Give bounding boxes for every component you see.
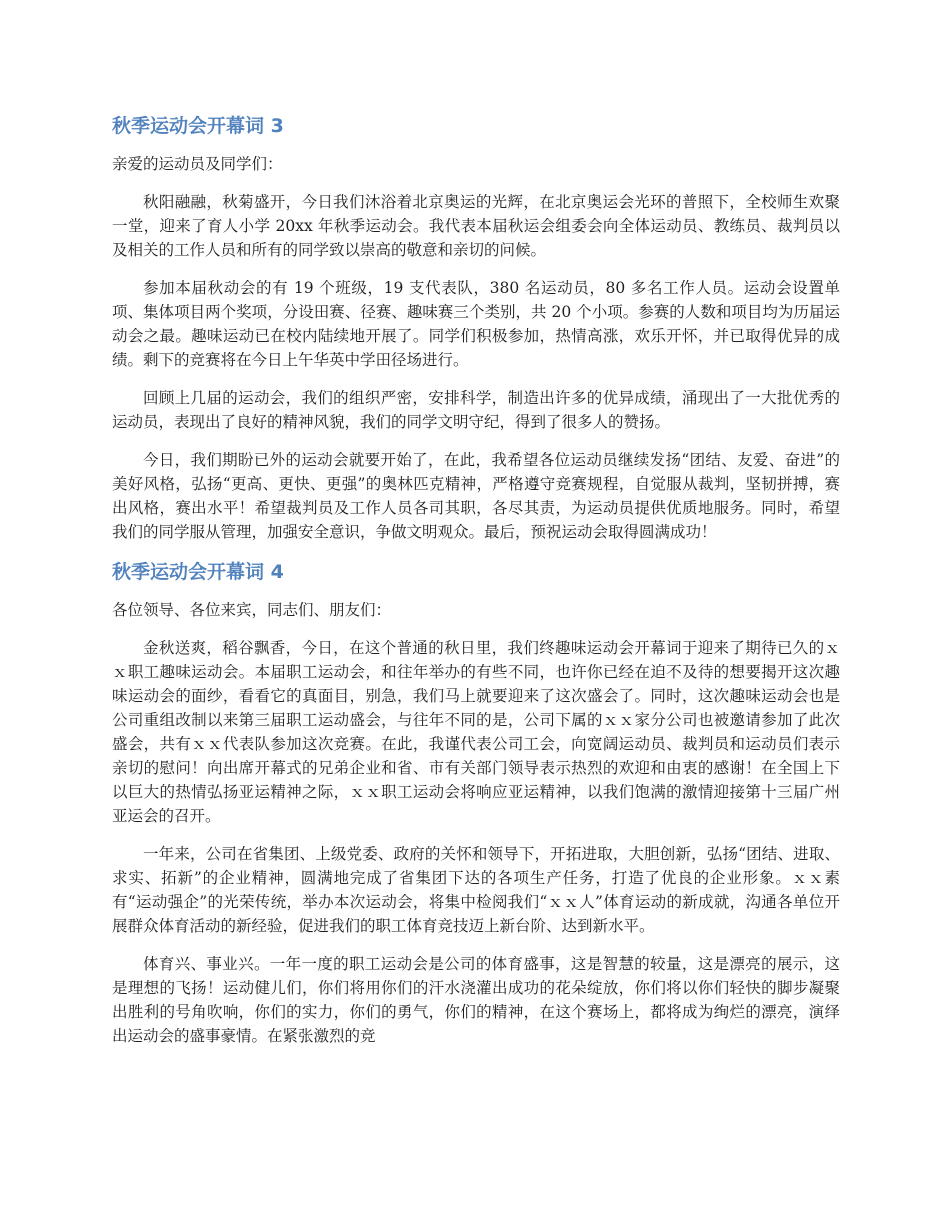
document-page [112, 112, 840, 1048]
paragraph: 今日，我们期盼已外的运动会就要开始了，在此，我希望各位运动员继续发扬“团结、友爱、奋进”的美好风格，弘扬“更高、更快、更强”的奥林匹克精神，严格遵守竞赛规程，自觉服从裁判，坚韧拼搏，赛出风格，赛出水平！希望裁判员及工作人员各司其职，各尽其责，为运动员提供优质地服务。同时，希望我们的同学服从管理，加强安全意识，争做文明观众。最后，预祝运动会取得圆满成功！ [112, 451, 840, 541]
speech-section-4 [112, 558, 840, 1048]
paragraph: 金秋送爽，稻谷飘香，今日，在这个普通的秋日里，我们终趣味运动会开幕词于迎来了期待已久的ｘｘ职工趣味运动会。本届职工运动会，和往年举办的有些不同，也许你已经在迫不及待的想要揭开这次趣味运动会的面纱，看看它的真面目，别急，我们马上就要迎来了这次盛会了。同时，这次趣味运动会也是公司重组改制以来第三届职工运动盛会，与往年不同的是，公司下属的ｘｘ家分公司也被邀请参加了此次盛会，共有ｘｘ代表队参加这次竞赛。在此，我谨代表公司工会，向宽阔运动员、裁判员和运动员们表示亲切的慰问！向出席开幕式的兄弟企业和省、市有关部门领导表示热烈的欢迎和由衷的感谢！在全国上下以巨大的热情弘扬亚运精神之际，ｘｘ职工运动会将响应亚运精神，以我们饱满的激情迎接第十三届广州亚运会的召开。 [112, 639, 840, 825]
paragraph: 一年来，公司在省集团、上级党委、政府的关怀和领导下，开拓进取，大胆创新，弘扬“团结、进取、求实、拓新”的企业精神，圆满地完成了省集团下达的各项生产任务，打造了优良的企业形象。ｘｘ素有“运动强企”的光荣传统，举办本次运动会，将集中检阅我们“ｘｘ人”体育运动的新成就，沟通各单位开展群众体育活动的新经验，促进我们的职工体育竞技迈上新台阶、达到新水平。 [112, 845, 840, 935]
paragraph: 秋阳融融，秋菊盛开，今日我们沐浴着北京奥运的光辉，在北京奥运会光环的普照下，全校师生欢聚一堂，迎来了育人小学 20xx 年秋季运动会。我代表本届秋运会组委会向全体运动员、教练员、裁判员以及相关的工作人员和所有的同学致以崇高的敬意和亲切的问候。 [112, 193, 840, 259]
paragraph: 回顾上几届的运动会，我们的组织严密，安排科学，制造出许多的优异成绩，涌现出了一大批优秀的运动员，表现出了良好的精神风貌，我们的同学文明守纪，得到了很多人的赞扬。 [112, 389, 840, 431]
speech-section-3 [112, 112, 840, 544]
paragraph: 体育兴、事业兴。一年一度的职工运动会是公司的体育盛事，这是智慧的较量，这是漂亮的展示，这是理想的飞扬！运动健儿们，你们将用你们的汗水浇灌出成功的花朵绽放，你们将以你们轻快的脚步凝聚出胜利的号角吹响，你们的实力，你们的勇气，你们的精神，在这个赛场上，都将成为绚烂的漂亮，演绎出运动会的盛事豪情。在紧张激烈的竞 [112, 955, 840, 1045]
section-title: 秋季运动会开幕词 3 [112, 115, 284, 137]
salutation: 各位领导、各位来宾，同志们、朋友们： [112, 601, 392, 619]
salutation: 亲爱的运动员及同学们： [112, 155, 283, 173]
section-title: 秋季运动会开幕词 4 [112, 561, 284, 583]
paragraph: 参加本届秋动会的有 19 个班级，19 支代表队，380 名运动员，80 多名工作人员。运动会设置单项、集体项目两个奖项，分设田赛、径赛、趣味赛三个类别，共 20 个小项。参赛的人数和项目均为历届运动会之最。趣味运动已在校内陆续地开展了。同学们积极参加，热情高涨，欢乐开怀，并已取得优异的成绩。剩下的竞赛将在今日上午华英中学田径场进行。 [112, 279, 840, 369]
